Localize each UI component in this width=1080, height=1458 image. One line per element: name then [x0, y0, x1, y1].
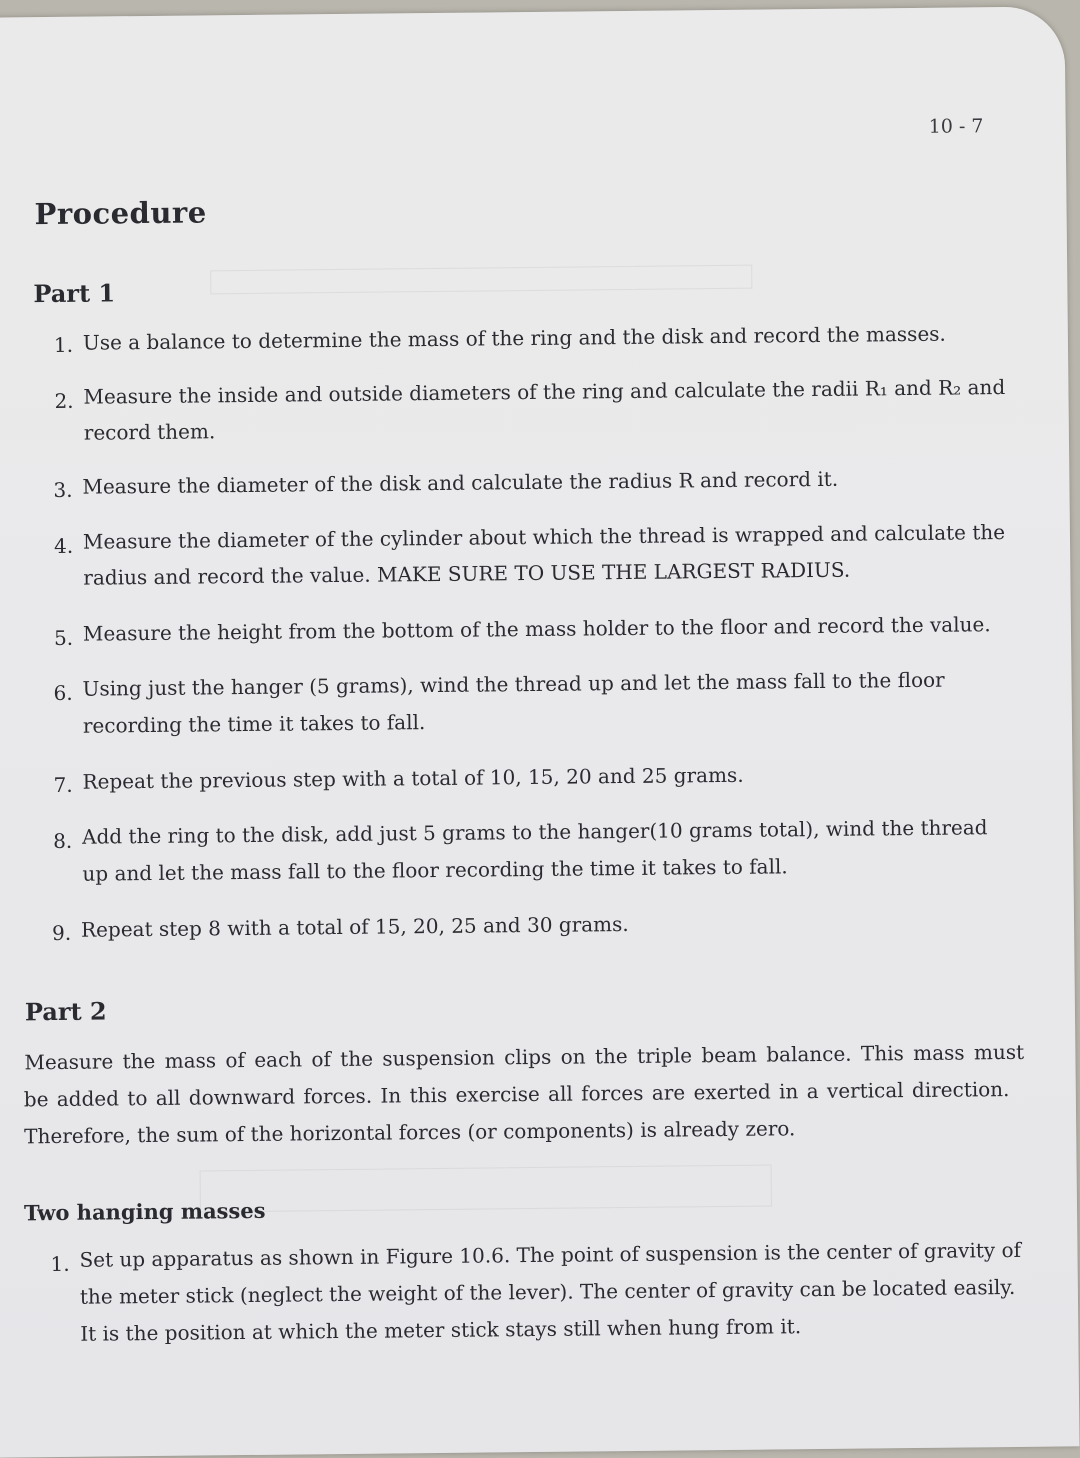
list-item-number: 2. [54, 388, 74, 413]
page-title: Procedure [34, 195, 207, 232]
list-item-text: It is the position at which the meter stick stays still when hung from it. [80, 1314, 802, 1346]
paragraph-line: Therefore, the sum of the horizontal forces (or components) is already zero. [24, 1116, 796, 1149]
list-item-text: Using just the hanger (5 grams), wind the thread up and let the mass fall to the floor [82, 667, 945, 701]
list-item-text: Repeat step 8 with a total of 15, 20, 25 and 30 grams. [80, 911, 629, 942]
part-2-heading: Part 2 [24, 996, 107, 1027]
list-item-text: Measure the height from the bottom of the mass holder to the floor and record the value. [82, 612, 991, 646]
document-page [0, 6, 1080, 1457]
list-item-number: 1. [50, 1251, 70, 1277]
list-item-text: the meter stick (neglect the weight of the lever). The center of gravity can be located easily. [79, 1274, 1016, 1309]
list-item-text: Measure the diameter of the cylinder about which the thread is wrapped and calculate the [82, 520, 1006, 554]
list-item-number: 8. [52, 828, 73, 854]
paragraph-line: be added to all downward forces. In this exercise all forces are exerted in a vertical direction. [23, 1077, 1010, 1112]
two-hanging-masses-heading: Two hanging masses [23, 1197, 266, 1226]
list-item-text: Measure the diameter of the disk and calculate the radius R and record it. [82, 466, 839, 499]
list-item-text: Repeat the previous step with a total of 10, 15, 20 and 25 grams. [82, 762, 744, 794]
list-item-text: Use a balance to determine the mass of the ring and the disk and record the masses. [82, 321, 946, 355]
list-item-number: 7. [53, 772, 73, 798]
list-item-number: 1. [53, 332, 74, 357]
part-1-heading: Part 1 [33, 278, 116, 309]
list-item-number: 6. [53, 680, 73, 705]
list-item-number: 4. [53, 533, 74, 558]
list-item-text: radius and record the value. MAKE SURE TO USE THE LARGEST RADIUS. [83, 557, 851, 590]
paragraph-line: Measure the mass of each of the suspension clips on the triple beam balance. This mass must [24, 1039, 1025, 1075]
page-number: 10 - 7 [928, 115, 984, 138]
list-item-text: Set up apparatus as shown in Figure 10.6. The point of suspension is the center of gravity of [79, 1237, 1022, 1272]
list-item-number: 9. [51, 920, 72, 946]
bleed-through-box [210, 265, 752, 295]
bleed-through-box-lower [200, 1165, 772, 1213]
list-item-text: record them. [83, 419, 216, 445]
list-item-text: Measure the inside and outside diameters of the ring and calculate the radii R₁ and R₂ and [83, 375, 1006, 409]
list-item-text: up and let the mass fall to the floor recording the time it takes to fall. [82, 854, 788, 886]
list-item-text: recording the time it takes to fall. [82, 710, 426, 738]
list-item-text: Add the ring to the disk, add just 5 grams to the hanger(10 grams total), wind the thread [81, 815, 988, 849]
list-item-number: 5. [53, 625, 74, 650]
list-item-number: 3. [53, 477, 73, 502]
